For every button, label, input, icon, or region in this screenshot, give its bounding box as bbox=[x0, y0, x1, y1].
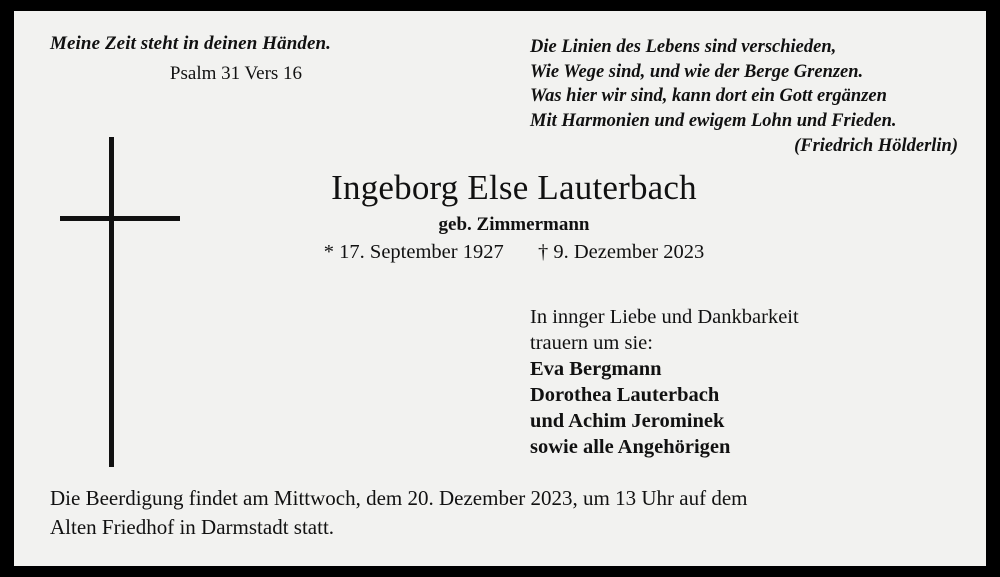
mourner-name-2: Dorothea Lauterbach bbox=[530, 384, 720, 406]
poem-line-1: Die Linien des Lebens sind verschieden, bbox=[530, 37, 837, 57]
obituary-card bbox=[14, 11, 986, 566]
funeral-details bbox=[50, 484, 960, 542]
poem-line-4: Mit Harmonien und ewigem Lohn und Frieden. bbox=[530, 110, 897, 131]
poem-block bbox=[530, 35, 960, 159]
mourner-name-3: und Achim Jerominek bbox=[530, 410, 725, 432]
psalm-quote-block bbox=[50, 33, 430, 85]
poem-author: (Friedrich Hölderlin) bbox=[794, 136, 958, 156]
poem-line-3: Was hier wir sind, kann dort ein Gott ergänzen bbox=[530, 86, 887, 106]
mourner-name-1: Eva Bergmann bbox=[530, 358, 662, 380]
mourners-block bbox=[530, 304, 970, 460]
deceased-block bbox=[204, 168, 824, 264]
psalm-quote-text: Meine Zeit steht in deinen Händen. bbox=[50, 33, 332, 54]
poem-line-2: Wie Wege sind, und wie der Berge Grenzen. bbox=[530, 61, 864, 82]
cross-icon bbox=[60, 137, 180, 467]
cross-vertical-bar bbox=[109, 137, 114, 467]
cross-horizontal-bar bbox=[60, 216, 180, 221]
mourners-intro-line-1: In innger Liebe und Dankbarkeit bbox=[530, 306, 799, 328]
mourner-name-4: sowie alle Angehörigen bbox=[530, 436, 731, 458]
mourners-intro-line-2: trauern um sie: bbox=[530, 332, 653, 354]
deceased-name: Ingeborg Else Lauterbach bbox=[331, 168, 697, 207]
birth-date: * 17. September 1927 bbox=[323, 241, 504, 263]
funeral-line-1: Die Beerdigung findet am Mittwoch, dem 20. Dezember 2023, um 13 Uhr auf dem bbox=[50, 486, 748, 510]
deceased-maiden-name: geb. Zimmermann bbox=[438, 214, 590, 235]
death-date: † 9. Dezember 2023 bbox=[537, 241, 705, 263]
deceased-dates bbox=[204, 241, 824, 264]
funeral-line-2: Alten Friedhof in Darmstadt statt. bbox=[50, 515, 335, 539]
psalm-reference: Psalm 31 Vers 16 bbox=[169, 63, 303, 84]
